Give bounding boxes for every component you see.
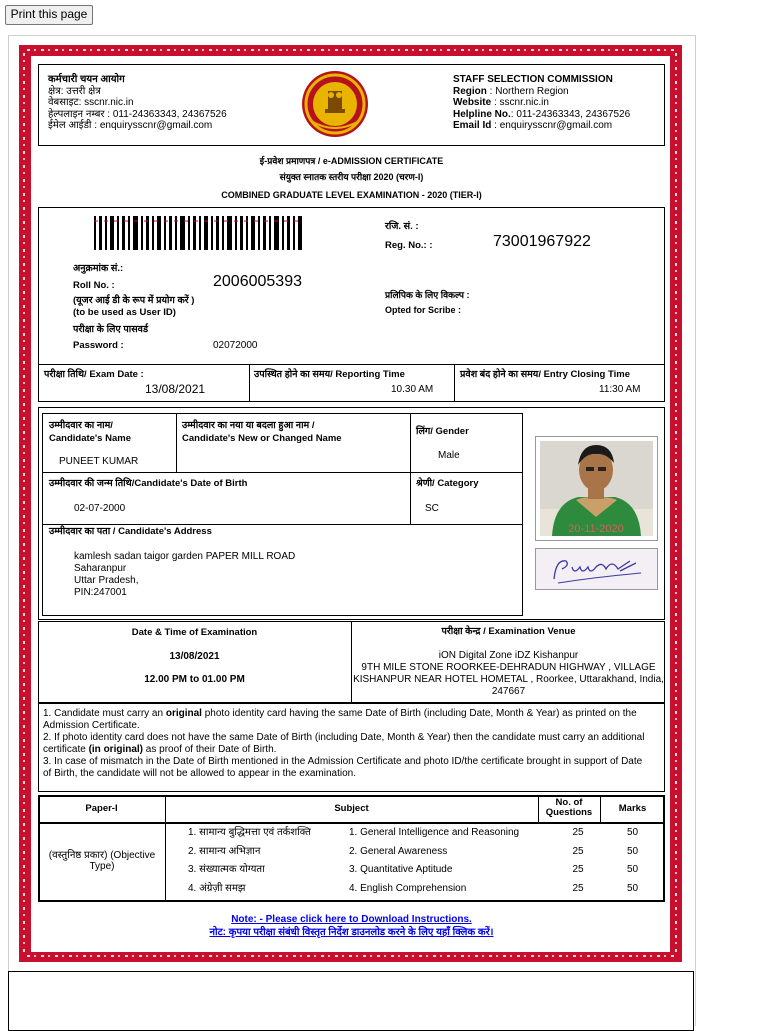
paper-header: Paper-I bbox=[85, 803, 118, 814]
venue-label: परीक्षा केन्द्र / Examination Venue bbox=[441, 626, 576, 637]
email-en: Email Id : enquirysscnr@gmail.com bbox=[453, 120, 613, 131]
ssc-logo bbox=[297, 69, 373, 139]
barcode bbox=[94, 216, 304, 250]
candidate-name-label-en: Candidate's Name bbox=[49, 433, 131, 444]
marks-header: Marks bbox=[618, 803, 647, 814]
reporting-time-label: उपस्थित होने का समय/ Reporting Time bbox=[254, 369, 405, 380]
subject-hi-2: 2. सामान्य अभिज्ञान bbox=[188, 846, 261, 857]
exam-time: 12.00 PM to 01.00 PM bbox=[144, 674, 245, 685]
helpline-en: Helpline No.: 011-24363343, 24367526 bbox=[453, 109, 631, 120]
scribe-label-en: Opted for Scribe : bbox=[385, 305, 462, 315]
address-label: उम्मीदवार का पता / Candidate's Address bbox=[49, 526, 212, 537]
exam-date: 13/08/2021 bbox=[169, 651, 220, 662]
region-hi: क्षेत्र: उत्तरी क्षेत्र bbox=[48, 86, 101, 97]
subject-en-4: 4. English Comprehension bbox=[349, 883, 467, 894]
userid-hint-hi: (यूजर आई डी के रूप में प्रयोग करें ) bbox=[73, 295, 195, 306]
password-label-en: Password : bbox=[73, 340, 124, 351]
candidate-name-label-hi: उम्मीदवार का नाम/ bbox=[49, 420, 113, 431]
password-label-hi: परीक्षा के लिए पासवर्ड bbox=[73, 324, 149, 335]
userid-hint-en: (to be used as User ID) bbox=[73, 307, 176, 318]
roll-label-hi: अनुक्रमांक सं.: bbox=[73, 263, 124, 274]
exam-datetime-label: Date & Time of Examination bbox=[131, 627, 258, 638]
website-hi: वेबसाइट: sscnr.nic.in bbox=[48, 97, 134, 108]
marks-4: 50 bbox=[626, 883, 639, 894]
marks-2: 50 bbox=[626, 846, 639, 857]
subject-hi-1: 1. सामान्य बुद्धिमत्ता एवं तर्कशक्ति bbox=[188, 827, 311, 838]
dob-label: उम्मीदवार की जन्म तिथि/Candidate's Date of Birth bbox=[49, 478, 248, 489]
roll-number: 2006005393 bbox=[213, 273, 302, 290]
address-line-2: Saharanpur bbox=[74, 563, 127, 574]
org-name-hi: कर्मचारी चयन आयोग bbox=[48, 74, 125, 85]
instruction-3b: of Birth, the candidate will not be allowed to appear in the examination. bbox=[43, 768, 356, 779]
subject-hi-3: 3. संख्यात्मक योग्यता bbox=[188, 864, 265, 875]
questions-1: 25 bbox=[572, 827, 584, 838]
website-en: Website : sscnr.nic.in bbox=[453, 97, 549, 108]
org-name-en: STAFF SELECTION COMMISSION bbox=[453, 74, 613, 85]
new-name-label-hi: उम्मीदवार का नया या बदला हुआ नाम / bbox=[182, 420, 315, 431]
gender-value: Male bbox=[438, 450, 460, 461]
exam-date-label: परीक्षा तिथि/ Exam Date : bbox=[44, 369, 144, 380]
address-line-4: PIN:247001 bbox=[74, 587, 127, 598]
venue-line-3: KISHANPUR NEAR HOTEL HOMETAL , Roorkee, Uttarakhand, India, bbox=[353, 674, 664, 685]
exam-date-value: 13/08/2021 bbox=[145, 382, 206, 396]
title-line-2: संयुक्त स्नातक स्तरीय परीक्षा 2020 (चरण-I) bbox=[279, 172, 424, 182]
download-instructions-link-hi[interactable]: नोट: कृपया परीक्षा संबंधी विस्तृत निर्देश डाउनलोड करने के लिए यहाँ क्लिक करें। bbox=[209, 927, 494, 938]
category-label: श्रेणी/ Category bbox=[416, 478, 479, 489]
candidate-photo bbox=[535, 436, 658, 541]
questions-4: 25 bbox=[572, 883, 584, 894]
download-instructions-link[interactable]: Note: - Please click here to Download Instructions. bbox=[231, 914, 472, 925]
questions-header: No. of Questions bbox=[545, 797, 593, 818]
reg-label-en: Reg. No.: : bbox=[385, 240, 433, 251]
candidate-name: PUNEET KUMAR bbox=[59, 456, 139, 467]
scribe-label-hi: प्रलिपिक के लिए विकल्प : bbox=[385, 290, 470, 300]
category-value: SC bbox=[425, 503, 439, 514]
questions-2: 25 bbox=[572, 846, 584, 857]
instruction-1b: Admission Certificate. bbox=[43, 720, 140, 731]
marks-3: 50 bbox=[626, 864, 639, 875]
title-line-3: COMBINED GRADUATE LEVEL EXAMINATION - 2020 (TIER-I) bbox=[221, 190, 482, 200]
subject-en-3: 3. Quantitative Aptitude bbox=[349, 864, 453, 875]
venue-line-4: 247667 bbox=[491, 686, 526, 697]
instruction-3a: 3. In case of mismatch in the Date of Birth mentioned in the Admission Certificate and photo ID/the certificate brought in support of Date bbox=[43, 756, 643, 767]
questions-3: 25 bbox=[572, 864, 584, 875]
subject-en-2: 2. General Awareness bbox=[349, 846, 448, 857]
venue-line-1: iON Digital Zone iDZ Kishanpur bbox=[438, 650, 579, 661]
subject-hi-4: 4. अंग्रेज़ी समझ bbox=[188, 883, 246, 894]
paper-type: (वस्तुनिष्ठ प्रकार) (Objective Type) bbox=[48, 850, 156, 872]
candidate-signature bbox=[535, 548, 658, 590]
venue-line-2: 9TH MILE STONE ROORKEE-DEHRADUN HIGHWAY , VILLAGE bbox=[361, 662, 656, 673]
marks-1: 50 bbox=[626, 827, 639, 838]
print-button[interactable]: Print this page bbox=[5, 5, 93, 25]
reg-label-hi: रजि. सं. : bbox=[385, 221, 419, 232]
reg-number: 73001967922 bbox=[493, 233, 591, 250]
closing-time-value: 11:30 AM bbox=[599, 384, 641, 395]
roll-label-en: Roll No. : bbox=[73, 280, 115, 291]
photo-date-stamp: 20-11-2020 bbox=[568, 523, 624, 535]
email-hi: ईमेल आईडी : enquirysscnr@gmail.com bbox=[48, 120, 213, 131]
closing-time-label: प्रवेश बंद होने का समय/ Entry Closing Time bbox=[460, 369, 630, 380]
address-line-1: kamlesh sadan taigor garden PAPER MILL ROAD bbox=[74, 551, 296, 562]
gender-label: लिंग/ Gender bbox=[416, 426, 469, 437]
instruction-2a: 2. If photo identity card does not have the same Date of Birth (including Date, Month & Year) then the candidate must carry an additional bbox=[43, 732, 645, 743]
subject-header: Subject bbox=[334, 803, 369, 814]
new-name-label-en: Candidate's New or Changed Name bbox=[182, 433, 342, 444]
address-line-3: Uttar Pradesh, bbox=[74, 575, 139, 586]
subject-en-1: 1. General Intelligence and Reasoning bbox=[349, 827, 520, 838]
bottom-panel bbox=[8, 971, 694, 1031]
dob-value: 02-07-2000 bbox=[74, 503, 126, 514]
password-value: 02072000 bbox=[213, 340, 258, 351]
reporting-time-value: 10.30 AM bbox=[391, 384, 434, 395]
helpline-hi: हेल्पलाइन नम्बर : 011-24363343, 24367526 bbox=[48, 109, 227, 120]
region-en: Region : Northern Region bbox=[453, 86, 569, 97]
instruction-2b: certificate (in original) as proof of their Date of Birth. bbox=[43, 744, 277, 755]
instruction-1a: 1. Candidate must carry an original photo identity card having the same Date of Birth (including Date, Month & Year) as printed on the bbox=[43, 708, 637, 719]
title-line-1: ई-प्रवेश प्रमाणपत्र / e-ADMISSION CERTIFICATE bbox=[259, 156, 444, 166]
